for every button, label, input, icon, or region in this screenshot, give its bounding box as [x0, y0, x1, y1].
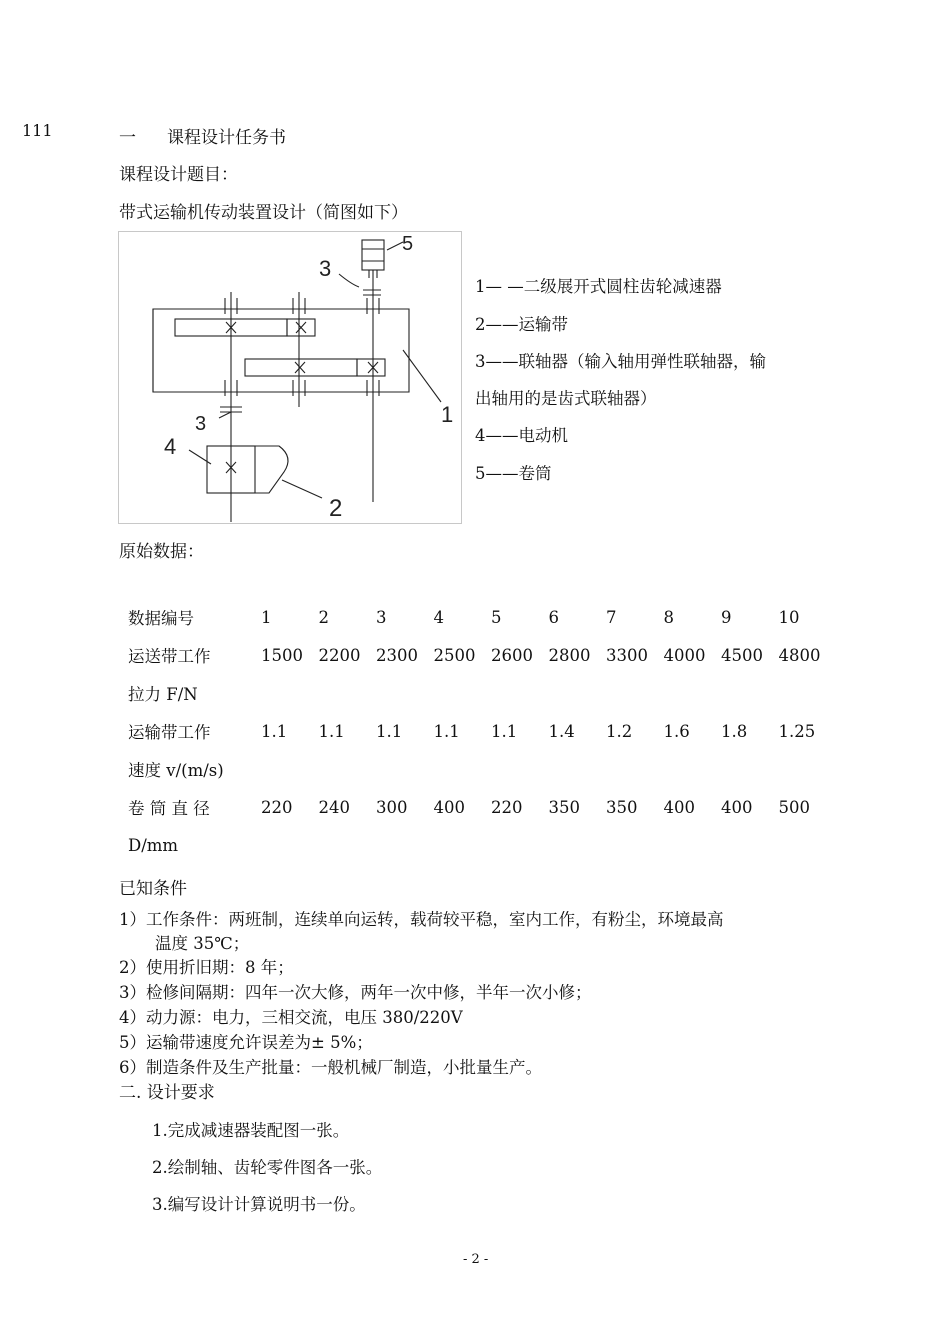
row-label: 运输带工作	[128, 723, 211, 742]
row-label-cont: 拉力 F/N	[128, 685, 198, 704]
table-cell: 1.2	[606, 721, 633, 741]
table-cell: 350	[606, 797, 638, 817]
gear-small-2-shape	[357, 359, 385, 376]
original-data-label: 原始数据：	[119, 542, 204, 562]
table-cell: 300	[376, 797, 408, 817]
table-cell: 350	[548, 797, 580, 817]
callout-4: 5	[402, 233, 414, 255]
callout-2: 2	[329, 495, 343, 522]
table-cell: 4500	[721, 645, 763, 665]
table-cell: 4800	[778, 645, 821, 665]
legend-item-2: 2——运输带	[475, 315, 568, 334]
table-cell: 1500	[261, 645, 303, 665]
table-cell: 2500	[433, 645, 476, 665]
gear-large-2-shape	[245, 359, 357, 376]
condition-item: 3）检修间隔期：四年一次大修，两年一次中修，半年一次小修；	[119, 983, 592, 1002]
header-cell: 2	[318, 607, 329, 627]
table-row	[119, 712, 836, 750]
table-row	[119, 636, 836, 674]
table-cell: 1.8	[721, 721, 748, 741]
requirement-item: 1.完成减速器装配图一张。	[152, 1121, 350, 1140]
condition-item: 2）使用折旧期：8 年；	[119, 958, 294, 977]
requirement-item: 2.绘制轴、齿轮零件图各一张。	[152, 1158, 383, 1177]
callout-5: 4	[164, 434, 177, 459]
table-row-continuation	[119, 750, 836, 788]
table-cell: 1.1	[491, 721, 518, 741]
header-cell: 6	[548, 607, 559, 627]
corner-number: 111	[22, 121, 53, 140]
callout-3-bottom: 3	[195, 413, 207, 435]
motor-shape	[362, 240, 384, 270]
row-label: 卷 筒 直 径	[128, 799, 210, 818]
condition-item: 6）制造条件及生产批量：一般机械厂制造，小批量生产。	[119, 1058, 542, 1077]
table-cell: 1.4	[548, 721, 575, 741]
topic-label: 课程设计题目：	[119, 165, 238, 185]
table-cell: 1.1	[433, 721, 460, 741]
row-label: 运送带工作	[128, 647, 211, 666]
legend-item-1: 1— —二级展开式圆柱齿轮减速器	[475, 277, 722, 296]
heading-title: 课程设计任务书	[167, 128, 286, 148]
original-data-table	[119, 598, 836, 864]
table-cell: 3300	[606, 645, 648, 665]
housing-shape	[153, 309, 409, 392]
section-2-heading: 二. 设计要求	[119, 1083, 215, 1103]
table-cell: 400	[663, 797, 695, 817]
requirement-item: 3.编写设计计算说明书一份。	[152, 1195, 366, 1214]
legend-item-5: 5——卷筒	[475, 464, 552, 483]
table-cell: 2200	[318, 645, 361, 665]
transmission-diagram	[118, 231, 462, 524]
legend-item-4: 4——电动机	[475, 426, 568, 445]
row-label-cont: 速度 v/(m/s)	[128, 761, 224, 780]
known-conditions-label: 已知条件	[119, 879, 187, 899]
header-cell: 7	[606, 607, 617, 627]
condition-item-cont: 温度 35℃；	[155, 934, 250, 953]
row-label-cont: D/mm	[128, 835, 179, 855]
table-row-continuation	[119, 674, 836, 712]
header-cell: 1	[261, 607, 272, 627]
table-cell: 4000	[663, 645, 706, 665]
condition-item: 1）工作条件：两班制，连续单向运转，载荷较平稳，室内工作，有粉尘，环境最高	[119, 910, 724, 929]
table-cell: 1.6	[663, 721, 690, 741]
table-cell: 1.1	[376, 721, 403, 741]
table-cell: 2800	[548, 645, 591, 665]
header-cell: 9	[721, 607, 732, 627]
legend-item-3-cont: 出轴用的是齿式联轴器）	[475, 389, 657, 408]
table-cell: 1.1	[318, 721, 345, 741]
table-cell: 220	[261, 797, 293, 817]
table-cell: 400	[433, 797, 465, 817]
table-cell: 2600	[491, 645, 533, 665]
header-cell: 10	[778, 607, 800, 627]
header-cell: 8	[663, 607, 674, 627]
table-cell: 220	[491, 797, 523, 817]
header-label: 数据编号	[128, 609, 194, 628]
legend-item-3: 3——联轴器（输入轴用弹性联轴器，输	[475, 352, 766, 371]
topic-text: 带式运输机传动装置设计（简图如下）	[119, 203, 408, 223]
table-cell: 2300	[376, 645, 418, 665]
table-row-continuation	[119, 826, 836, 864]
header-cell: 5	[491, 607, 502, 627]
table-cell: 1.25	[778, 721, 816, 741]
table-header-row	[119, 598, 836, 636]
condition-item: 4）动力源：电力，三相交流，电压 380/220V	[119, 1008, 463, 1027]
callout-3-top: 3	[319, 256, 332, 281]
table-row	[119, 788, 836, 826]
table-cell: 240	[318, 797, 350, 817]
header-cell: 3	[376, 607, 387, 627]
condition-item: 5）运输带速度允许误差为± 5%；	[119, 1033, 373, 1052]
table-cell: 1.1	[261, 721, 288, 741]
header-cell: 4	[433, 607, 444, 627]
page-number: - 2 -	[463, 1252, 489, 1267]
table-cell: 500	[778, 797, 810, 817]
callout-1: 1	[441, 402, 454, 427]
heading-number: 一	[119, 128, 136, 148]
table-cell: 400	[721, 797, 753, 817]
